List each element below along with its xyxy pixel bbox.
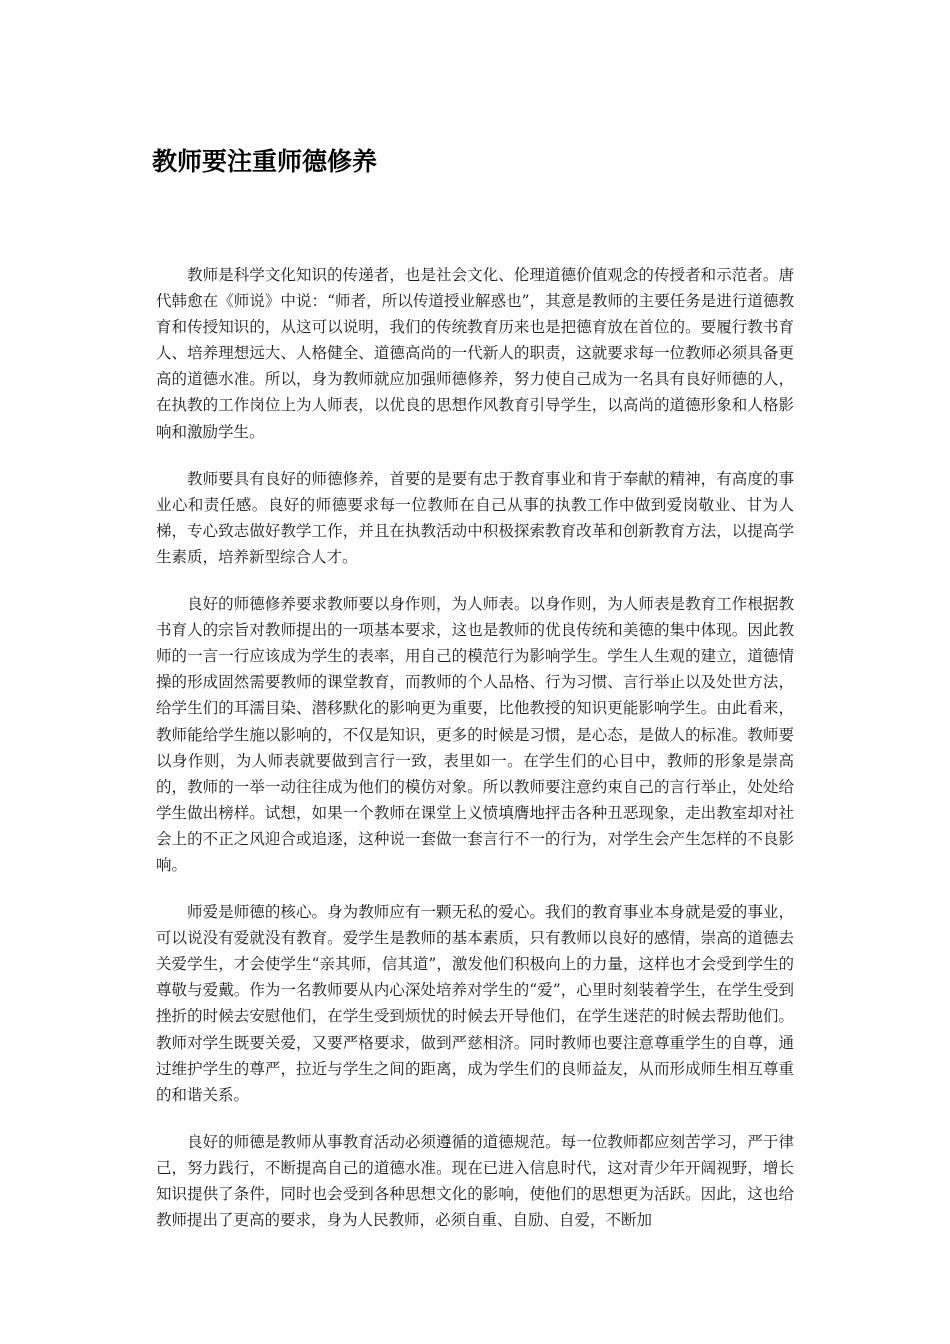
paragraph-3: 良好的师德修养要求教师要以身作则，为人师表。以身作则，为人师表是教育工作根据教书育人的宗旨对教师提出的一项基本要求，这也是教师的优良传统和美德的集中体现。因此教师的一言一行应该成为学生的表率，用自己的模范行为影响学生。学生人生观的建立，道德情操的形成固然需要教师的课堂教育，而教师的个人品格、行为习惯、言行举止以及处世方法，给学生们的耳濡目染、潜移默化的影响更为重要，比他教授的知识更能影响学生。由此看来，教师能给学生施以影响的，不仅是知识，更多的时候是习惯，是心态，是做人的标准。教师要以身作则，为人师表就要做到言行一致，表里如一。在学生们的心目中，教师的形象是崇高的，教师的一举一动往往成为他们的模仿对象。所以教师要注意约束自己的言行举止，处处给学生做出榜样。试想，如果一个教师在课堂上义愤填膺地抨击各种丑恶现象，走出教室却对社会上的不正之风迎合或追逐，这种说一套做一套言行不一的行为，对学生会产生怎样的不良影响。 (156, 595, 794, 874)
paragraph-2: 教师要具有良好的师德修养，首要的是要有忠于教育事业和肯于奉献的精神，有高度的事业心和责任感。良好的师德要求每一位教师在自己从事的执教工作中做到爱岗敬业、甘为人梯，专心致志做好教学工作，并且在执教活动中积极探索教育改革和创新教育方法，以提高学生素质，培养新型综合人才。 (156, 469, 794, 566)
paragraph-1: 教师是科学文化知识的传递者，也是社会文化、伦理道德价值观念的传授者和示范者。唐代韩愈在《师说》中说：“师者，所以传道授业解惑也”，其意是教师的主要任务是进行道德教育和传授知识的，从这可以说明，我们的传统教育历来也是把德育放在首位的。要履行教书育人、培养理想远大、人格健全、道德高尚的一代新人的职责，这就要求每一位教师必须具备更高的道德水准。所以，身为教师就应加强师德修养，努力使自己成为一名具有良好师德的人，在执教的工作岗位上为人师表，以优良的思想作风教育引导学生，以高尚的道德形象和人格影响和激励学生。 (156, 266, 794, 441)
paragraph-4: 师爱是师德的核心。身为教师应有一颗无私的爱心。我们的教育事业本身就是爱的事业，可以说没有爱就没有教育。爱学生是教师的基本素质，只有教师以良好的感情，崇高的道德去关爱学生，才会使学生“亲其师，信其道”，激发他们积极向上的力量，这样也才会受到学生的尊敬与爱戴。作为一名教师要从内心深处培养对学生的“爱”，心里时刻装着学生，在学生受到挫折的时候去安慰他们，在学生受到烦忧的时候去开导他们，在学生迷茫的时候去帮助他们。教师对学生既要关爱，又要严格要求，做到严慈相济。同时教师也要注意尊重学生的自尊，通过维护学生的尊严，拉近与学生之间的距离，成为学生们的良师益友，从而形成师生相互尊重的和谐关系。 (156, 903, 794, 1104)
paragraph-5: 良好的师德是教师从事教育活动必须遵循的道德规范。每一位教师都应刻苦学习，严于律己，努力践行，不断提高自己的道德水准。现在已进入信息时代，这对青少年开阔视野，增长知识提供了条件，同时也会受到各种思想文化的影响，使他们的思想更为活跃。因此，这也给教师提出了更高的要求，身为人民教师，必须自重、自励、自爱，不断加 (156, 1132, 794, 1230)
article-body (156, 262, 794, 1254)
page-title: 教师要注重师德修养 (152, 147, 378, 176)
